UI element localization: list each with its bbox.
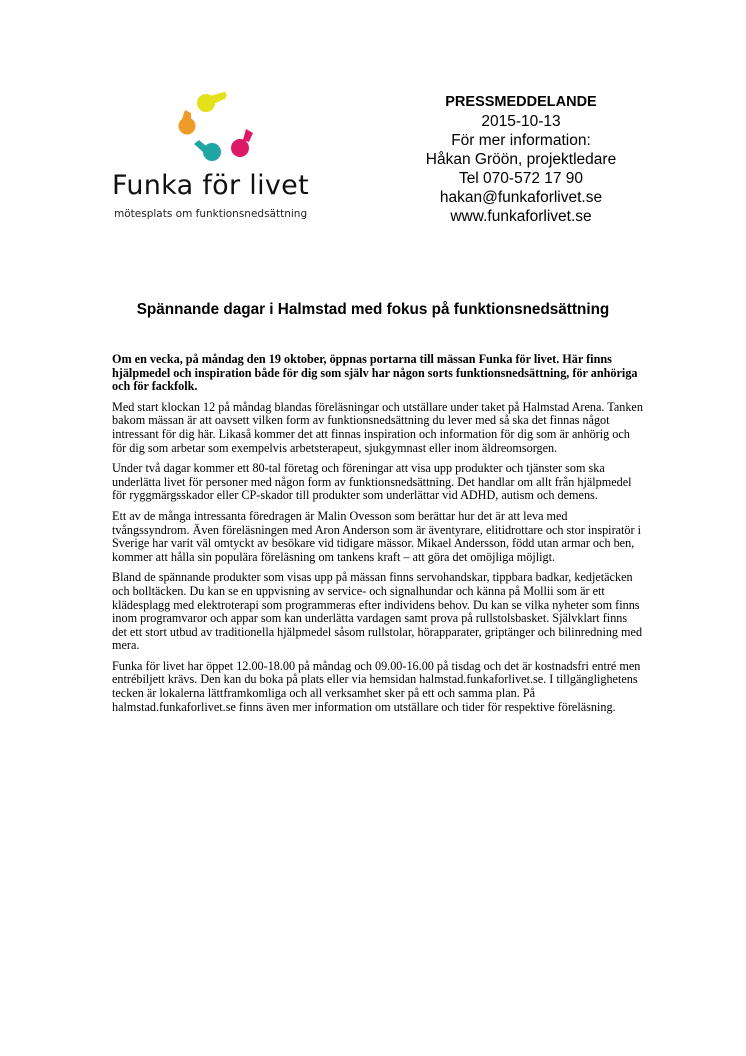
press-date: 2015-10-13 — [481, 113, 561, 130]
press-info-label: För mer information: — [451, 132, 591, 149]
article-headline: Spännande dagar i Halmstad med fokus på funktionsnedsättning — [136, 301, 610, 318]
article-paragraph: Bland de spännande produkter som visas upp på mässan finns servohandskar, tippbara badkar, kedjetäcken och bolltäcken. Du kan se en uppvisning av service- och signalhundar och känna på Mollii som är ett klädesplagg med elektroterapi som programmeras efter individens behov. Du kan se vilka nyheter som finns inom programvaror och appar som kan underlätta vardagen samt prova på rullstolsbasket. Självklart finns det ett stort utbud av traditionella hjälpmedel såsom rullstolar, hörapparater, griptänger och bilinredning med mera. — [112, 570, 643, 653]
press-contact-block — [396, 93, 646, 226]
article-paragraph: Med start klockan 12 på måndag blandas föreläsningar och utställare under taket på Halmstad Arena. Tanken bakom mässan är att oavsett vilken form av funktionsnedsättning du lever med så ska det finnas något intressant för dig här. Likaså kommer det att finnas inspiration och information för dig som är anhörig och för dig som arbetar som exempelvis arbetsterapeut, sjukgymnast eller inom äldreomsorgen. — [112, 399, 643, 455]
article-paragraph: Ett av de många intressanta föredragen är Malin Ovesson som berättar hur det är att leva med tvångssyndrom. Även föreläsningen med Aron Anderson som är äventyrare, elitidrottare och stor inspiratör i Sverige har varit väl omtyckt av besökare vid tidigare mässor. Mikael Andersson, född utan armar och ben, kommer att hålla sin populära föreläsning om tankens kraft – att göra det omöjliga möjligt. — [112, 508, 642, 564]
logo-orange-dot — [179, 110, 196, 135]
logo-tagline: mötesplats om funktionsnedsättning — [114, 208, 308, 220]
press-contact-name: Håkan Gröön, projektledare — [425, 151, 617, 168]
logo-magenta-dot — [231, 129, 253, 157]
article-paragraph: Funka för livet har öppet 12.00-18.00 på måndag och 09.00-16.00 på tisdag och det är kostnadsfri entré men entrébiljett krävs. Den kan du boka på plats eller via hemsidan halmstad.funkaforlivet.se. I tillgänglighetens tecken är lokalerna lättframkomliga och all verksamhet sker på ett och samma plan. På halmstad.funkaforlivet.se finns även mer information om utställare och tider för respektive föreläsning. — [112, 658, 641, 714]
logo-mark-icon — [172, 86, 262, 166]
press-website: www.funkaforlivet.se — [450, 208, 592, 225]
article-body — [112, 353, 644, 721]
logo-teal-dot — [194, 140, 221, 161]
logo-name: Funka för livet — [112, 170, 309, 201]
press-title: PRESSMEDDELANDE — [445, 94, 597, 110]
press-phone: Tel 070-572 17 90 — [458, 170, 584, 187]
logo-yellow-dot — [197, 91, 227, 112]
press-email: hakan@funkaforlivet.se — [439, 189, 603, 206]
article-lead: Om en vecka, på måndag den 19 oktober, öppnas portarna till mässan Funka för livet. Här finns hjälpmedel och inspiration både för dig som själv har någon sorts funktionsnedsättning, för anhöriga och för fackfolk. — [112, 352, 638, 394]
article-paragraph: Under två dagar kommer ett 80-tal företag och föreningar att visa upp produkter och tjänster som ska underlätta livet för personer med någon form av funktionsnedsättning. Det handlar om allt från hjälpmedel för ryggmärgsskador eller CP-skador till produkter som underlättar vid ADHD, autism och demens. — [112, 461, 632, 503]
logo — [112, 86, 342, 236]
